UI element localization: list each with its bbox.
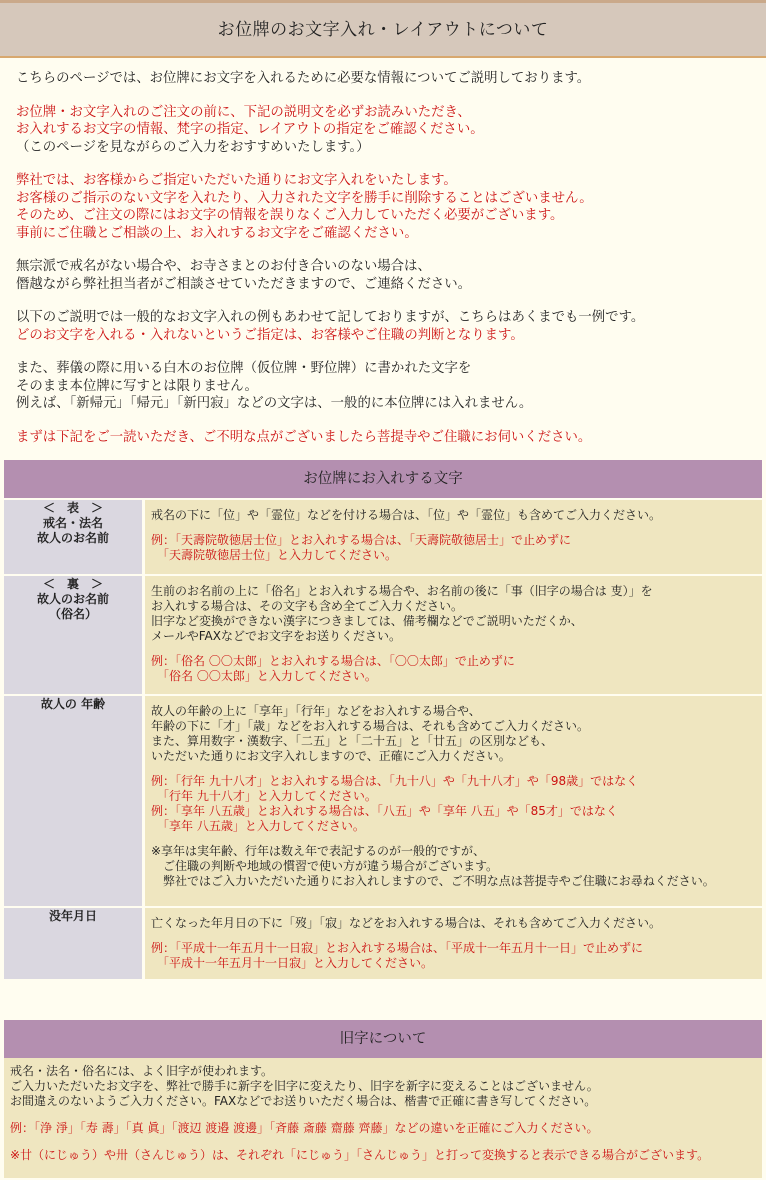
intro-paragraph-7: まずは下記をご一読いただき、ご不明な点がございましたら菩提寺やご住職にお伺いください。 [16, 429, 592, 445]
intro-paragraph-2: お位牌・お文字入れのご注文の前に、下記の説明文を必ずお読みいただき、 お入れするお文字の情報、梵字の指定、レイアウトの指定をご確認ください。 （このページを見ながらのご入力をおすすめいたします。） [16, 104, 484, 155]
old-characters-content: 戒名・法名・俗名には、よく旧字が使われます。 ご入力いただいたお文字を、弊社で勝手に新字を旧字に変えたり、旧字を新字に変えることはございません。 お間違えのないようご入力ください。FAXなどでお送りいただく場合は、楷書で正確に書き写してください。 例：「浄 淨」「寿 壽」「真 眞」「渡辺 渡邉 渡邊」「斉藤 斎藤 齋藤 齊藤」などの違いを正確にご入力ください。 ※廿（にじゅう）や卅（さんじゅう）は、それぞれ「にじゅう」「さんじゅう」と打って変換すると表示できる場合がございます。 [4, 1058, 762, 1178]
old-characters-note: ※廿（にじゅう）や卅（さんじゅう）は、それぞれ「にじゅう」「さんじゅう」と打って変換すると表示できる場合がございます。 [10, 1148, 710, 1162]
page-title: お位牌のお文字入れ・レイアウトについて [0, 0, 766, 58]
row-label-age: 故人の 年齢 [4, 696, 145, 906]
table-row [4, 576, 762, 694]
row-content-front: 戒名の下に「位」や「霊位」などを付ける場合は、「位」や「霊位」も含めてご入力ください。 例：「天壽院敬徳居士位」とお入れする場合は、「天壽院敬徳居士」で止めずに 「天壽院敬徳居士位」と入力してください。 [145, 500, 762, 574]
row-content-back: 生前のお名前の上に「俗名」とお入れする場合や、お名前の後に「事（旧字の場合は 叓）」を お入れする場合は、その文字も含め全てご入力ください。 旧字など変換ができない漢字につきましては、備考欄などでご説明いただくか、 メールやFAXなどでお文字をお送りください。 例：「俗名 〇〇太郎」とお入れする場合は、「〇〇太郎」で止めずに 「俗名 〇〇太郎」と入力してください。 [145, 576, 762, 694]
row-content-age: 故人の年齢の上に「享年」「行年」などをお入れする場合や、 年齢の下に「才」「歳」などをお入れする場合は、それも含めてご入力ください。 また、算用数字・漢数字、「二五」と「二十五」と「廿五」の区別なども、 いただいた通りにお文字入れしますので、正確にご入力ください。 例：「行年 九十八才」とお入れする場合は、「九十八」や「九十八才」や「98歳」ではなく 「行年 九十八才」と入力してください。 例：「享年 八五歳」とお入れする場合は、「八五」や「享年 八五」や「85才」ではなく 「享年 八五歳」と入力してください。 ※享年は実年齢、行年は数え年で表記するのが一般的ですが、 ご住職の判断や地域の慣習で使い方が違う場合がございます。 弊社ではご入力いただいた通りにお入れしますので、ご不明な点は菩提寺やご住職にお尋ねください。 [145, 696, 762, 906]
intro-paragraph-1: こちらのページでは、お位牌にお文字を入れるために必要な情報についてご説明しております。 [16, 71, 591, 86]
table-row [4, 908, 762, 979]
row-content-death-date: 亡くなった年月日の下に「歿」「寂」などをお入れする場合は、それも含めてご入力ください。 例：「平成十一年五月十一日寂」とお入れする場合は、「平成十一年五月十一日」で止めずに 「平成十一年五月十一日寂」と入力してください。 [145, 908, 762, 979]
table-row [4, 696, 762, 906]
section-header-old-characters: 旧字について [4, 1020, 762, 1058]
intro-section [16, 70, 756, 462]
intro-paragraph-4: 無宗派で戒名がない場合や、お寺さまとのお付き合いのない場合は、 僭越ながら弊社担当者がご相談させていただきますので、ご連絡ください。 [16, 259, 472, 292]
characters-table [4, 498, 762, 981]
row-label-back: ＜ 裏 ＞ 故人のお名前 （俗名） [4, 576, 145, 694]
row-label-front: ＜ 表 ＞ 戒名・法名 故人のお名前 [4, 500, 145, 574]
section-header-characters: お位牌にお入れする文字 [4, 460, 762, 498]
intro-paragraph-5: 以下のご説明では一般的なお文字入れの例もあわせて記しておりますが、こちらはあくまでも一例です。 どのお文字を入れる・入れないというご指定は、お客様やご住職の判断となります。 [16, 310, 645, 343]
old-characters-example: 例：「浄 淨」「寿 壽」「真 眞」「渡辺 渡邉 渡邊」「斉藤 斎藤 齋藤 齊藤」などの違いを正確にご入力ください。 [10, 1121, 599, 1135]
intro-paragraph-6: また、葬儀の際に用いる白木のお位牌（仮位牌・野位牌）に書かれた文字を そのまま本位牌に写すとは限りません。 例えば、「新帰元」「帰元」「新円寂」などの文字は、一般的に本位牌には入れません。 [16, 361, 533, 411]
intro-paragraph-3: 弊社では、お客様からご指定いただいた通りにお文字入れをいたします。 お客様のご指示のない文字を入れたり、入力された文字を勝手に削除することはございません。 そのため、ご注文の際にはお文字の情報を誤りなくご入力していただく必要がございます。 事前にご住職とご相談の上、お入れするお文字をご確認ください。 [16, 173, 593, 241]
row-label-death-date: 没年月日 [4, 908, 145, 979]
table-row [4, 500, 762, 574]
